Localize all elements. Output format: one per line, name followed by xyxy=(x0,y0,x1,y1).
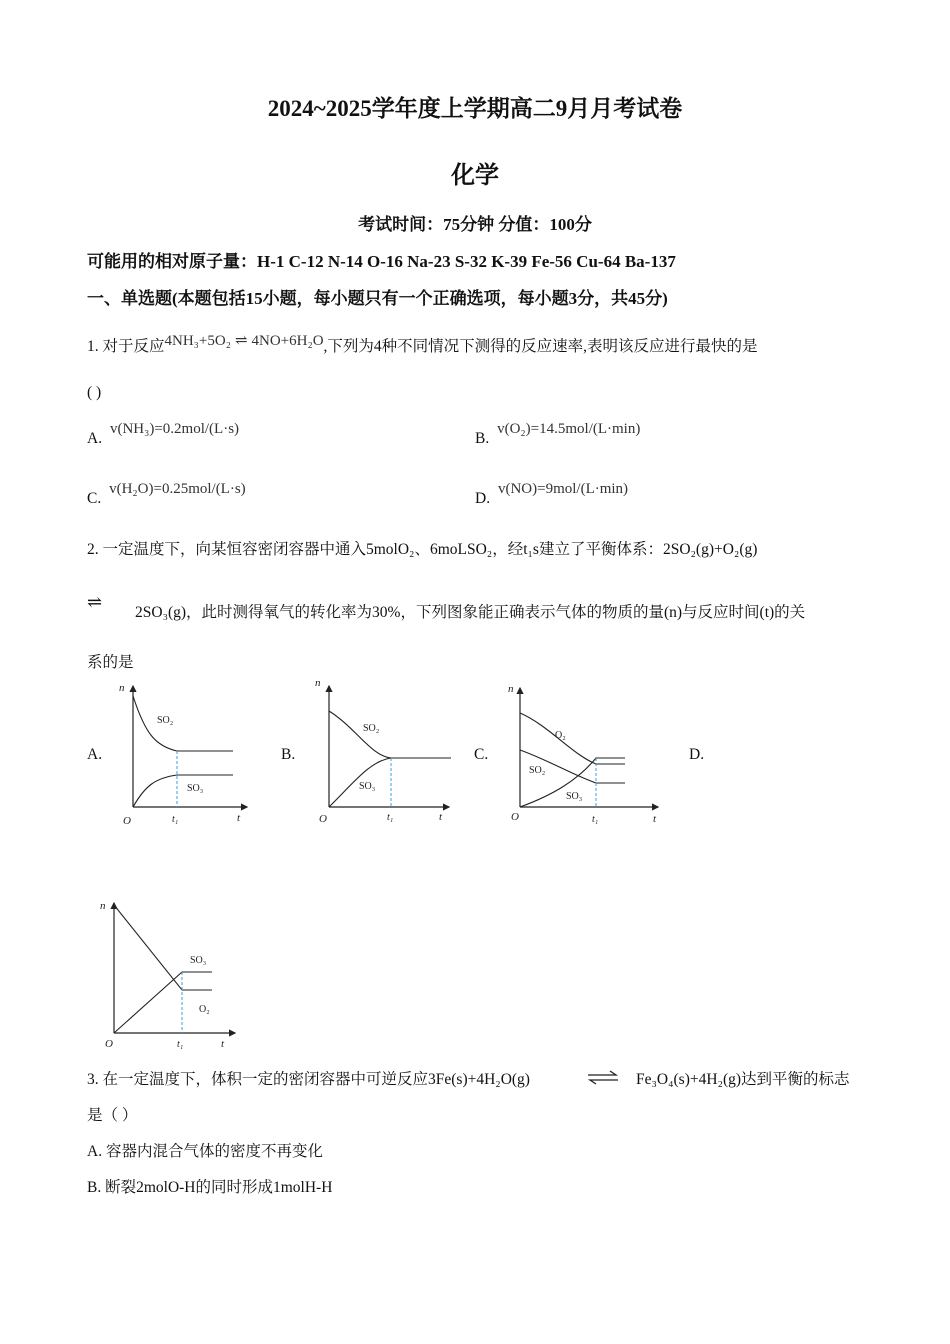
q1-option-b[interactable] xyxy=(475,421,641,448)
o2-label: O₂ xyxy=(555,730,566,741)
q1-option-c[interactable] xyxy=(87,481,246,508)
q1-stem xyxy=(87,334,758,356)
y-label: n xyxy=(315,677,321,689)
option-formula: v(O₂)=14.5mol/(L·min) xyxy=(497,421,641,437)
so2-label: SO₂ xyxy=(157,715,174,726)
q2-option-d-label[interactable]: D. xyxy=(689,746,705,763)
t1-label: t₁ xyxy=(592,814,599,825)
so3-label: SO₃ xyxy=(359,781,376,792)
option-text: 断裂2molO-H的同时形成1molH-H xyxy=(105,1179,333,1196)
t1-label: t₁ xyxy=(172,814,179,825)
q1-paren: ( ) xyxy=(87,384,102,401)
origin-label: O xyxy=(319,813,327,825)
q1-reaction-arrow: ⇌ xyxy=(234,333,248,349)
graph-d[interactable] xyxy=(97,895,242,1050)
x-label: t xyxy=(439,811,443,823)
origin-label: O xyxy=(105,1038,113,1050)
subject-title: 化学 xyxy=(451,163,499,189)
option-label: C. xyxy=(87,490,102,507)
option-text: 容器内混合气体的密度不再变化 xyxy=(105,1143,323,1160)
y-label: n xyxy=(508,683,514,695)
section-heading: 一、单选题(本题包括15小题，每小题只有一个正确选项，每小题3分，共45分) xyxy=(87,289,668,308)
option-label: B. xyxy=(475,430,490,447)
graph-a[interactable] xyxy=(115,678,255,828)
q1-reaction-left: 4NH₃+5O₂ xyxy=(164,333,231,349)
option-label: A. xyxy=(87,430,103,447)
q2-option-a-label[interactable]: A. xyxy=(87,746,103,763)
option-formula: v(H₂O)=0.25mol/(L·s) xyxy=(109,481,246,497)
option-label: A. xyxy=(87,1143,103,1160)
q2-line2: 2SO₃(g)，此时测得氧气的转化率为30%，下列图象能正确表示气体的物质的量(n)与反应时间(t)的关 xyxy=(135,604,806,621)
option-formula: v(NO)=9mol/(L·min) xyxy=(497,481,629,497)
x-label: t xyxy=(221,1038,225,1050)
q2-equilibrium-symbol: ⇌ xyxy=(87,592,103,612)
q3-option-b[interactable] xyxy=(87,1175,332,1197)
option-label: B. xyxy=(87,1179,102,1196)
equilibrium-arrow-icon xyxy=(586,1069,620,1085)
q1-option-d[interactable] xyxy=(475,481,629,508)
q1-prefix: 1. 对于反应 xyxy=(87,338,165,355)
graph-c[interactable] xyxy=(503,680,663,830)
o2-line xyxy=(114,905,212,990)
origin-label: O xyxy=(511,811,519,823)
graph-b[interactable] xyxy=(311,676,456,826)
so2-label: SO₂ xyxy=(529,765,546,776)
q2-line3: 系的是 xyxy=(87,654,134,671)
so3-label: SO₃ xyxy=(187,783,204,794)
q1-reaction-right: 4NO+6H₂O xyxy=(251,333,324,349)
so3-curve xyxy=(133,775,233,807)
atomic-masses: 可能用的相对原子量：H-1 C-12 N-14 O-16 Na-23 S-32 K-39 Fe-56 Cu-64 Ba-137 xyxy=(87,252,676,271)
q3-line2: 是（ ） xyxy=(87,1107,138,1124)
so3-label: SO₃ xyxy=(190,955,207,966)
o2-label: O₂ xyxy=(199,1004,210,1015)
so3-line xyxy=(114,972,212,1033)
so2-curve xyxy=(133,696,233,751)
y-label: n xyxy=(119,682,125,694)
q2-option-c-label[interactable]: C. xyxy=(474,746,489,763)
q2-line1: 2. 一定温度下，向某恒容密闭容器中通入5molO₂、6moLSO₂，经t₁s建立了平衡体系：2SO₂(g)+O₂(g) xyxy=(87,541,758,558)
so3-label: SO₃ xyxy=(566,791,583,802)
option-formula: v(NH₃)=0.2mol/(L·s) xyxy=(109,421,240,437)
so2-label: SO₂ xyxy=(363,723,380,734)
x-label: t xyxy=(237,812,241,824)
origin-label: O xyxy=(123,815,131,827)
q1-option-a[interactable] xyxy=(87,421,240,448)
y-label: n xyxy=(100,900,106,912)
q3-option-a[interactable] xyxy=(87,1139,323,1161)
q3-line1-end: Fe₃O₄(s)+4H₂(g)达到平衡的标志 xyxy=(636,1071,850,1088)
option-label: D. xyxy=(475,490,491,507)
t1-label: t₁ xyxy=(387,812,394,823)
exam-info: 考试时间：75分钟 分值：100分 xyxy=(358,215,592,234)
so2-curve xyxy=(329,711,451,758)
t1-label: t₁ xyxy=(177,1039,184,1050)
exam-title: 2024~2025学年度上学期高二9月月考试卷 xyxy=(267,96,683,121)
q2-option-b-label[interactable]: B. xyxy=(281,746,296,763)
q3-line1-start: 3. 在一定温度下，体积一定的密闭容器中可逆反应3Fe(s)+4H₂O(g) xyxy=(87,1071,530,1088)
q1-suffix: ,下列为4种不同情况下测得的反应速率,表明该反应进行最快的是 xyxy=(323,338,758,355)
x-label: t xyxy=(653,813,657,825)
